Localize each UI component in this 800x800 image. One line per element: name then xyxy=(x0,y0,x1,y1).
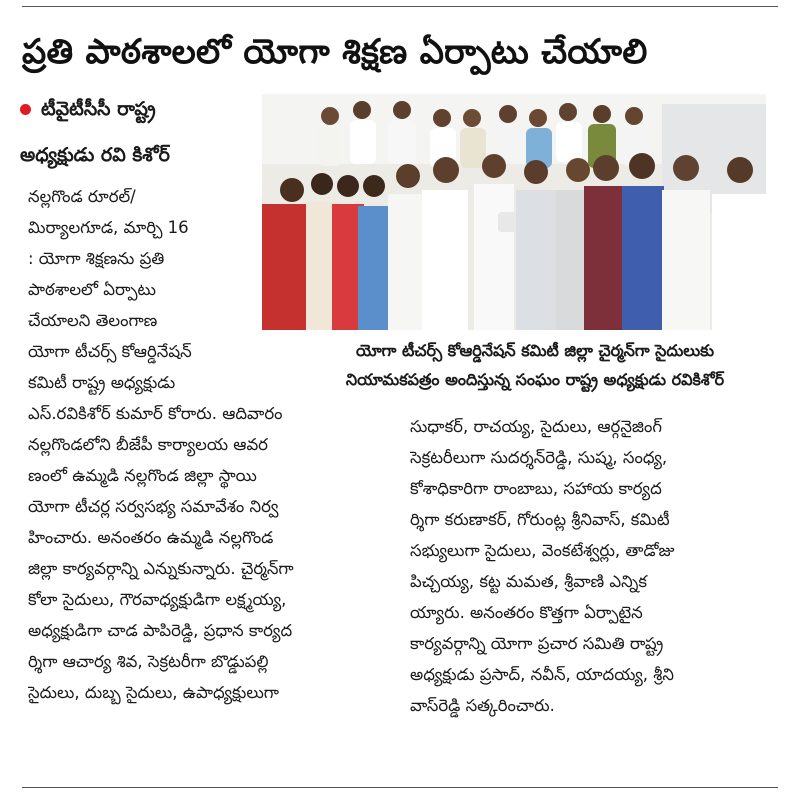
body-line: ర్శిగా ఆచార్య శివ, సెక్రటరీగా బొడ్డుపల్లి xyxy=(28,652,269,671)
body-line: కార్యవర్గాన్ని యోగా ప్రచార సమితి రాష్ట్ర xyxy=(410,634,664,653)
body-line: ఎస్.రవికిశోర్ కుమార్ కోరారు. ఆదివారం xyxy=(28,404,283,423)
body-line: కోలా సైదులు, గౌరవాధ్యక్షుడిగా లక్ష్మయ్య, xyxy=(28,590,287,609)
body-line: కోశాధికారిగా రాంబాబు, సహాయ కార్యద xyxy=(410,479,662,498)
body-line: హించారు. అనంతరం ఉమ్మడి నల్లగొండ xyxy=(28,528,274,547)
headline: ప్రతి పాఠశాలలో యోగా శిక్షణ ఏర్పాటు చేయాలి xyxy=(22,32,648,72)
body-line: సైదులు, దుబ్బ సైదులు, ఉపాధ్యక్షులుగా xyxy=(28,683,279,702)
body-line: సెక్రటరీలుగా సుదర్శన్‌రెడ్డి, సుష్మ, సంధ్య, xyxy=(410,448,668,467)
body-line: య్యారు. అనంతరం కొత్తగా ఏర్పాటైన xyxy=(410,603,643,622)
body-line: మిర్యాలగూడ, మార్చి 16 xyxy=(28,218,189,237)
subheadline-2: అధ్యక్షుడు రవి కిశోర్ xyxy=(20,144,170,166)
subheadline-1-text: టీవైటీసీసీ రాష్ట్ర xyxy=(41,98,156,120)
body-line: ర్శిగా కరుణాకర్, గోరుంట్ల శ్రీనివాస్, కమిటీ xyxy=(410,510,670,529)
subheadline-1 xyxy=(20,92,260,126)
body-line: నల్లగొండలోని బీజేపీ కార్యాలయ ఆవర xyxy=(28,435,268,454)
body-column-right xyxy=(410,411,782,721)
body-column-left xyxy=(28,181,400,708)
body-line: అధ్యక్షుడిగా చాడ పాపిరెడ్డి, ప్రధాన కార్యద xyxy=(28,621,293,640)
body-line: ణంలో ఉమ్మడి నల్లగొండ జిల్లా స్థాయి xyxy=(28,466,257,485)
body-line: సుధాకర్, రాచయ్య, సైదులు, ఆర్గనైజింగ్ xyxy=(410,417,662,436)
body-line: యోగా టీచర్స్ కోఆర్డినేషన్ xyxy=(28,342,192,361)
body-line: కమిటీ రాష్ట్ర అధ్యక్షుడు xyxy=(28,373,176,392)
body-line: పిచ్చయ్య, కట్ట మమత, శ్రీవాణి ఎన్నిక xyxy=(410,572,647,591)
body-line: వాస్‌రెడ్డి సత్కరించారు. xyxy=(410,696,555,715)
body-line: పాఠశాలలో ఏర్పాటు xyxy=(28,280,156,299)
body-line: : యోగా శిక్షణను ప్రతి xyxy=(28,249,165,268)
body-line: చేయాలని తెలంగాణ xyxy=(28,311,158,330)
caption-line: నియామకపత్రం అందిస్తున్న సంఘం రాష్ట్ర అధ్యక్షుడు రవికిశోర్ xyxy=(345,370,725,389)
body-line: యోగా టీచర్ల సర్వసభ్య సమావేశం నిర్వ xyxy=(28,497,279,516)
bottom-rule xyxy=(22,787,778,788)
caption-line: యోగా టీచర్స్ కోఆర్డినేషన్ కమిటీ జిల్లా చైర్మన్‌గా సైదులుకు xyxy=(355,341,715,360)
top-rule xyxy=(22,6,778,7)
body-line: అధ్యక్షుడు ప్రసాద్, నవీన్, యాదయ్య, శ్రీని xyxy=(410,665,674,684)
body-line: సభ్యులుగా సైదులు, వెంకటేశ్వర్లు, తాడోజు xyxy=(410,541,675,560)
red-bullet-icon xyxy=(20,104,31,115)
body-line: జిల్లా కార్యవర్గాన్ని ఎన్నుకున్నారు. చైర్మన్‌గా xyxy=(28,559,294,578)
body-line: నల్లగొండ రూరల్/ xyxy=(28,187,136,206)
